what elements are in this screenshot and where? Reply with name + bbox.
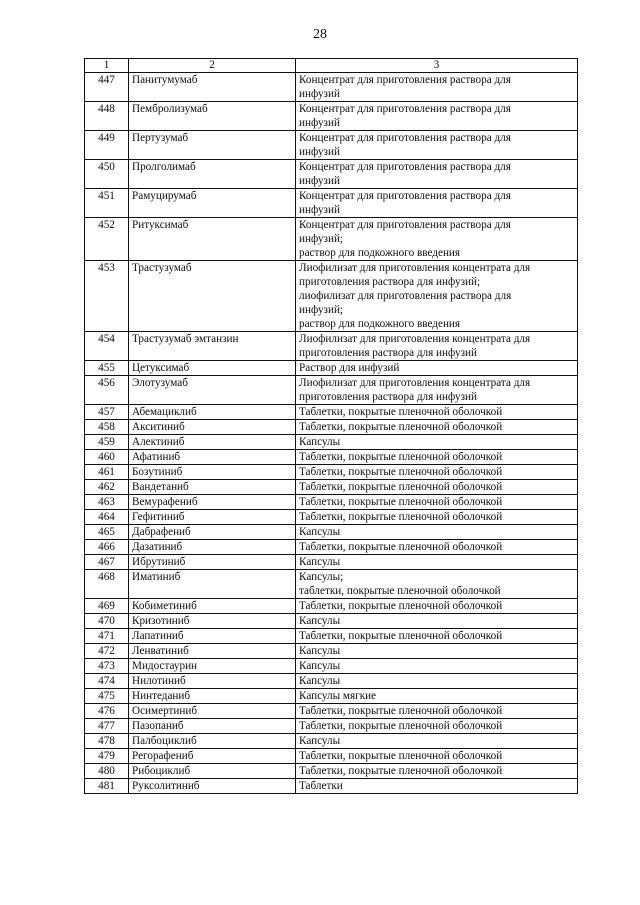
row-number: 461 (85, 465, 129, 480)
row-number: 448 (85, 102, 129, 131)
drug-name: Алектиниб (129, 435, 296, 450)
table-row (85, 450, 578, 465)
dosage-form-line: Капсулы (299, 526, 341, 538)
drug-name: Кризотиниб (129, 614, 296, 629)
drug-name: Лапатиниб (129, 629, 296, 644)
row-number: 478 (85, 734, 129, 749)
dosage-form-line: Таблетки (299, 780, 343, 792)
dosage-form (296, 570, 578, 599)
row-number: 476 (85, 704, 129, 719)
row-number: 451 (85, 189, 129, 218)
row-number: 458 (85, 420, 129, 435)
table-row (85, 332, 578, 361)
column-header-name: 2 (129, 59, 296, 73)
drug-table (84, 58, 578, 794)
dosage-form-line: раствор для подкожного введения (299, 318, 461, 330)
dosage-form-line: Раствор для инфузий (299, 362, 400, 374)
dosage-form-line: инфузий (299, 175, 340, 187)
dosage-form-line: Капсулы (299, 675, 341, 687)
dosage-form (296, 218, 578, 261)
dosage-form (296, 749, 578, 764)
dosage-form-line: Капсулы (299, 436, 341, 448)
dosage-form (296, 160, 578, 189)
row-number: 449 (85, 131, 129, 160)
drug-name: Пазопаниб (129, 719, 296, 734)
dosage-form (296, 540, 578, 555)
dosage-form (296, 510, 578, 525)
dosage-form (296, 614, 578, 629)
row-number: 464 (85, 510, 129, 525)
table-row (85, 704, 578, 719)
dosage-form-line: Концентрат для приготовления раствора для (299, 132, 511, 144)
dosage-form-line: Капсулы (299, 645, 341, 657)
drug-name: Панитумумаб (129, 73, 296, 102)
row-number: 480 (85, 764, 129, 779)
dosage-form (296, 261, 578, 332)
dosage-form (296, 495, 578, 510)
row-number: 460 (85, 450, 129, 465)
drug-name: Мидостаурин (129, 659, 296, 674)
table-row (85, 480, 578, 495)
table-row (85, 779, 578, 794)
dosage-form (296, 435, 578, 450)
dosage-form-line: Капсулы (299, 660, 341, 672)
dosage-form-line: Таблетки, покрытые пленочной оболочкой (299, 720, 503, 732)
dosage-form (296, 361, 578, 376)
dosage-form-line: Таблетки, покрытые пленочной оболочкой (299, 705, 503, 717)
dosage-form-line: инфузий (299, 88, 340, 100)
drug-name: Ритуксимаб (129, 218, 296, 261)
dosage-form-line: Концентрат для приготовления раствора для (299, 74, 511, 86)
drug-name: Цетуксимаб (129, 361, 296, 376)
dosage-form-line: Таблетки, покрытые пленочной оболочкой (299, 496, 503, 508)
drug-name: Осимертиниб (129, 704, 296, 719)
table-row (85, 261, 578, 332)
dosage-form (296, 405, 578, 420)
table-body (85, 73, 578, 794)
dosage-form-line: приготовления раствора для инфузий (299, 347, 477, 359)
drug-name: Дабрафениб (129, 525, 296, 540)
drug-name: Нинтеданиб (129, 689, 296, 704)
row-number: 457 (85, 405, 129, 420)
drug-name: Пролголимаб (129, 160, 296, 189)
table-row (85, 510, 578, 525)
drug-name: Гефитиниб (129, 510, 296, 525)
drug-name: Рамуцирумаб (129, 189, 296, 218)
row-number: 450 (85, 160, 129, 189)
dosage-form (296, 73, 578, 102)
table-row (85, 361, 578, 376)
table-row (85, 102, 578, 131)
dosage-form (296, 332, 578, 361)
row-number: 474 (85, 674, 129, 689)
dosage-form-line: лиофилизат для приготовления раствора для (299, 290, 512, 302)
dosage-form (296, 102, 578, 131)
row-number: 455 (85, 361, 129, 376)
dosage-form-line: Капсулы (299, 615, 341, 627)
dosage-form (296, 450, 578, 465)
drug-name: Акситиниб (129, 420, 296, 435)
column-header-form: 3 (296, 59, 578, 73)
table-row (85, 525, 578, 540)
dosage-form-line: Лиофилизат для приготовления концентрата для (299, 262, 531, 274)
table-row (85, 644, 578, 659)
row-number: 447 (85, 73, 129, 102)
dosage-form (296, 704, 578, 719)
row-number: 465 (85, 525, 129, 540)
table-row (85, 405, 578, 420)
drug-name: Рибоциклиб (129, 764, 296, 779)
dosage-form (296, 659, 578, 674)
row-number: 452 (85, 218, 129, 261)
drug-name: Регорафениб (129, 749, 296, 764)
drug-name: Нилотиниб (129, 674, 296, 689)
row-number: 454 (85, 332, 129, 361)
row-number: 456 (85, 376, 129, 405)
table-row (85, 555, 578, 570)
dosage-form-line: Таблетки, покрытые пленочной оболочкой (299, 630, 503, 642)
dosage-form (296, 420, 578, 435)
dosage-form-line: Лиофилизат для приготовления концентрата для (299, 333, 531, 345)
drug-name: Иматиниб (129, 570, 296, 599)
table-row (85, 465, 578, 480)
drug-name: Вемурафениб (129, 495, 296, 510)
dosage-form (296, 674, 578, 689)
row-number: 469 (85, 599, 129, 614)
dosage-form-line: Концентрат для приготовления раствора для (299, 190, 511, 202)
dosage-form-line: раствор для подкожного введения (299, 247, 461, 259)
dosage-form-line: Капсулы (299, 556, 341, 568)
dosage-form-line: инфузий; (299, 233, 344, 245)
dosage-form (296, 719, 578, 734)
drug-name: Кобиметиниб (129, 599, 296, 614)
dosage-form-line: Лиофилизат для приготовления концентрата для (299, 377, 531, 389)
row-number: 468 (85, 570, 129, 599)
dosage-form (296, 779, 578, 794)
dosage-form-line: Таблетки, покрытые пленочной оболочкой (299, 421, 503, 433)
dosage-form-line: Концентрат для приготовления раствора для (299, 103, 511, 115)
table-row (85, 160, 578, 189)
dosage-form (296, 599, 578, 614)
drug-name: Руксолитиниб (129, 779, 296, 794)
dosage-form (296, 131, 578, 160)
dosage-form-line: Концентрат для приготовления раствора для (299, 219, 511, 231)
row-number: 472 (85, 644, 129, 659)
dosage-form (296, 644, 578, 659)
row-number: 479 (85, 749, 129, 764)
drug-name: Афатиниб (129, 450, 296, 465)
dosage-form-line: таблетки, покрытые пленочной оболочкой (299, 585, 501, 597)
dosage-form-line: Таблетки, покрытые пленочной оболочкой (299, 406, 503, 418)
row-number: 471 (85, 629, 129, 644)
table-row (85, 749, 578, 764)
table-row (85, 420, 578, 435)
table-row (85, 599, 578, 614)
dosage-form (296, 189, 578, 218)
row-number: 470 (85, 614, 129, 629)
table-row (85, 614, 578, 629)
table-row (85, 218, 578, 261)
drug-name: Бозутиниб (129, 465, 296, 480)
dosage-form (296, 764, 578, 779)
table-row (85, 570, 578, 599)
table-row (85, 764, 578, 779)
dosage-form (296, 734, 578, 749)
row-number: 473 (85, 659, 129, 674)
table-row (85, 73, 578, 102)
drug-name: Дазатиниб (129, 540, 296, 555)
dosage-form (296, 376, 578, 405)
dosage-form-line: Капсулы (299, 735, 341, 747)
dosage-form-line: Таблетки, покрытые пленочной оболочкой (299, 541, 503, 553)
row-number: 481 (85, 779, 129, 794)
row-number: 453 (85, 261, 129, 332)
row-number: 466 (85, 540, 129, 555)
dosage-form-line: инфузий (299, 146, 340, 158)
dosage-form (296, 629, 578, 644)
dosage-form-line: Таблетки, покрытые пленочной оболочкой (299, 466, 503, 478)
table-row (85, 734, 578, 749)
table-row (85, 131, 578, 160)
table-header-row (85, 59, 578, 73)
table-row (85, 189, 578, 218)
table-row (85, 659, 578, 674)
row-number: 477 (85, 719, 129, 734)
drug-name: Вандетаниб (129, 480, 296, 495)
dosage-form-line: инфузий (299, 117, 340, 129)
table-row (85, 719, 578, 734)
dosage-form-line: Концентрат для приготовления раствора для (299, 161, 511, 173)
dosage-form-line: Таблетки, покрытые пленочной оболочкой (299, 511, 503, 523)
row-number: 467 (85, 555, 129, 570)
dosage-form (296, 480, 578, 495)
dosage-form-line: приготовления раствора для инфузий; (299, 276, 481, 288)
drug-name: Ленватиниб (129, 644, 296, 659)
drug-name: Палбоциклиб (129, 734, 296, 749)
dosage-form (296, 555, 578, 570)
table-row (85, 540, 578, 555)
table-row (85, 435, 578, 450)
drug-name: Пембролизумаб (129, 102, 296, 131)
drug-name: Трастузумаб эмтанзин (129, 332, 296, 361)
dosage-form-line: Таблетки, покрытые пленочной оболочкой (299, 750, 503, 762)
drug-name: Ибрутиниб (129, 555, 296, 570)
dosage-form-line: Таблетки, покрытые пленочной оболочкой (299, 600, 503, 612)
page-number: 28 (313, 27, 327, 42)
drug-name: Пертузумаб (129, 131, 296, 160)
dosage-form-line: Таблетки, покрытые пленочной оболочкой (299, 765, 503, 777)
dosage-form-line: инфузий (299, 204, 340, 216)
drug-name: Элотузумаб (129, 376, 296, 405)
dosage-form-line: Таблетки, покрытые пленочной оболочкой (299, 451, 503, 463)
drug-name: Трастузумаб (129, 261, 296, 332)
dosage-form-line: Таблетки, покрытые пленочной оболочкой (299, 481, 503, 493)
dosage-form-line: Капсулы; (299, 571, 344, 583)
dosage-form (296, 525, 578, 540)
row-number: 459 (85, 435, 129, 450)
column-header-number: 1 (85, 59, 129, 73)
dosage-form-line: Капсулы мягкие (299, 690, 377, 702)
row-number: 475 (85, 689, 129, 704)
dosage-form-line: приготовления раствора для инфузий (299, 391, 477, 403)
drug-name: Абемациклиб (129, 405, 296, 420)
dosage-form-line: инфузий; (299, 304, 344, 316)
table-row (85, 495, 578, 510)
dosage-form (296, 465, 578, 480)
dosage-form (296, 689, 578, 704)
table-row (85, 376, 578, 405)
table-row (85, 674, 578, 689)
table-row (85, 629, 578, 644)
row-number: 462 (85, 480, 129, 495)
row-number: 463 (85, 495, 129, 510)
table-row (85, 689, 578, 704)
